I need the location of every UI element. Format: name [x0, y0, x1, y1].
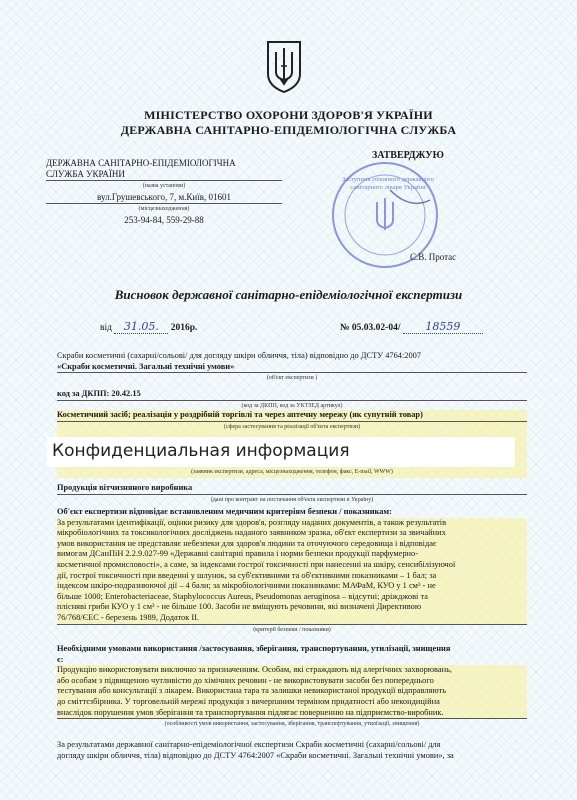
number-handwritten: 18559	[403, 320, 483, 334]
document-title: Висновок державної санітарно-епідеміологічної експертизи	[114, 287, 463, 302]
issuer-name-line2: СЛУЖБА УКРАЇНИ	[46, 169, 282, 181]
criteria-line: 76/768/ЄЕС - березень 1989, Додаток II.	[57, 613, 527, 625]
date-suffix: 2016р.	[170, 323, 198, 333]
criteria-line: косметичної промисловості», а саме, за індексами гострої токсичності при нанесенні на шкіру, сенсибілізуючої	[57, 559, 456, 569]
conditions-line: або особам з підвищеною чутливістю до хімічних речовин - не використовувати засоби без попереднього	[57, 675, 434, 685]
conditions-caption: (особливості умов використання, застосування, зберігання, транспортування, утилізації, знищення)	[164, 721, 420, 728]
conditions-line: тестування або консультації з лікарем. Використана тара та залишки невикористаної продукції відправляють	[57, 686, 447, 696]
signatory-name: С.В. Протас	[410, 252, 457, 262]
criteria-body	[57, 518, 527, 625]
dkpp-caption: (код за ДКПП, код за УКТЗЕД артикул)	[241, 402, 343, 409]
criteria-line: умов використання не представляє небезпеки для здоров'я людини та оточуючого середовища і відповідає	[57, 538, 437, 548]
footer-block	[57, 740, 527, 761]
date-prefix: від	[100, 323, 112, 333]
usage-block	[57, 410, 527, 432]
object-text-bold: «Скраби косметичні. Загальні технічні умови»	[57, 362, 527, 374]
issuer-address-caption: (місцезнаходження)	[138, 206, 190, 212]
dkpp-code: код за ДКПП: 20.42.15	[57, 389, 527, 401]
issuer-address: вул.Грушевського, 7, м.Київ, 01601	[46, 192, 282, 204]
conditions-body	[57, 665, 527, 719]
ministry-name: МІНІСТЕРСТВО ОХОРОНИ ЗДОРОВ'Я УКРАЇНИ	[144, 108, 433, 122]
issuer-name-line1: ДЕРЖАВНА САНІТАРНО-ЕПІДЕМІОЛОГІЧНА	[46, 158, 236, 168]
criteria-line: плісняві гриби КУО у 1 см³ - не більше 100. Засоби не вміщують речовини, які визначені Директивою	[57, 602, 422, 612]
ministry-header	[40, 108, 537, 138]
producer-caption: (дані про контракт на постачання об'єкта експертизи в Україну)	[210, 496, 374, 503]
criteria-line: За результатами ідентифікації, оцінки ризику для здоров'я, розгляду наданих документів, а також результатів	[57, 517, 447, 527]
trident-emblem-icon	[264, 38, 304, 94]
dkpp-block	[57, 389, 527, 411]
conditions-line: Продукцію використовувати виключно за призначенням. Особам, які страждають від алергічних захворювань,	[57, 665, 453, 675]
approval-label: ЗАТВЕРДЖУЮ	[372, 150, 444, 161]
object-block	[57, 351, 527, 384]
usage-text: Косметичний засіб; реалізація у роздрібній торгівлі та через аптечну мережу (як супутній товар)	[57, 410, 527, 422]
producer-block	[57, 483, 527, 505]
issuer-name-caption: (назва установи)	[142, 183, 186, 189]
conditions-heading: Необхідними умовами використання /застосування, зберігання, транспортування, утилізації, знищення	[57, 644, 451, 653]
issuer-block	[46, 158, 282, 226]
number-prefix: № 05.03.02-04/	[340, 323, 401, 333]
criteria-line: вимогам ДСанПіН 2.2.9.027-99 «Державні санітарні правила і норми безпеки продукції парфумерно-	[57, 549, 418, 559]
conditions-block	[57, 644, 527, 730]
conditions-line: до сміттєзбірника. У торговельній мережі продукція з вичерпаним терміном придатності або некондиційна	[57, 696, 440, 706]
footer-line: За результатами державної санітарно-епідеміологічної експертизи Скраби косметичні (сахарні/сольові/ для	[57, 740, 441, 749]
conditions-heading-tail: є:	[57, 654, 64, 664]
criteria-heading: Об'єкт експертизи відповідає встановленим медичним критеріям безпеки / показникам:	[57, 507, 392, 516]
conditions-line: внаслідок порушення умов зберігання та транспортування підлягає поверненню на підприємство-виробник.	[57, 708, 527, 720]
object-text: Скраби косметичні (сахарні/сольові/ для догляду шкіри обличчя, тіла) відповідно до ДСТУ 4764:2007	[57, 351, 422, 360]
criteria-line: індексом шкіро-подразнюючої дії – 4 бали; за мікробіологічними показниками: МАФаМ, КУО у 1 см³ - не	[57, 581, 436, 591]
applicant-caption: (заявник експертизи, адреса, місцезнаходження, телефон, факс, E-mail, WWW)	[191, 469, 393, 475]
date-handwritten: 31.05.	[114, 320, 168, 334]
criteria-line: дії, гострої токсичності при введенні у шлунок, за суб'єктивними та об'єктивними показниками – 1 бал; за	[57, 570, 437, 580]
stamp-text: Заступник головного державного санітарного лікаря України	[342, 176, 434, 191]
criteria-line: більше 1000; Enterobacteriaceae, Staphylococcus Aureus, Pseudomonas aeruginosa – відсутні; дріжджові та	[57, 591, 428, 601]
producer-text: Продукція вітчизняного виробника	[57, 483, 527, 495]
redacted-label: Конфиденциальная информация	[52, 441, 350, 461]
criteria-line: мікробіологічних та токсикологічних досліджень наданого заявником зразка, об'єкт експертизи за звичайних	[57, 528, 446, 538]
criteria-block	[57, 507, 527, 635]
footer-line: догляду шкіри обличчя, тіла) відповідно до ДСТУ 4764:2007 «Скраби косметичні. Загальні технічні умови», за	[57, 750, 454, 760]
date-row	[100, 320, 197, 334]
usage-caption: (сфера застосування та реалізації об'єкта експертизи)	[223, 423, 361, 430]
object-caption: (об'єкт експертизи )	[266, 375, 318, 382]
number-row	[340, 320, 483, 334]
issuer-phones: 253-94-84, 559-29-88	[124, 215, 204, 225]
criteria-caption: (критерії безпеки / показники)	[253, 626, 331, 633]
service-name: ДЕРЖАВНА САНІТАРНО-ЕПІДЕМІОЛОГІЧНА СЛУЖБА	[120, 123, 457, 137]
